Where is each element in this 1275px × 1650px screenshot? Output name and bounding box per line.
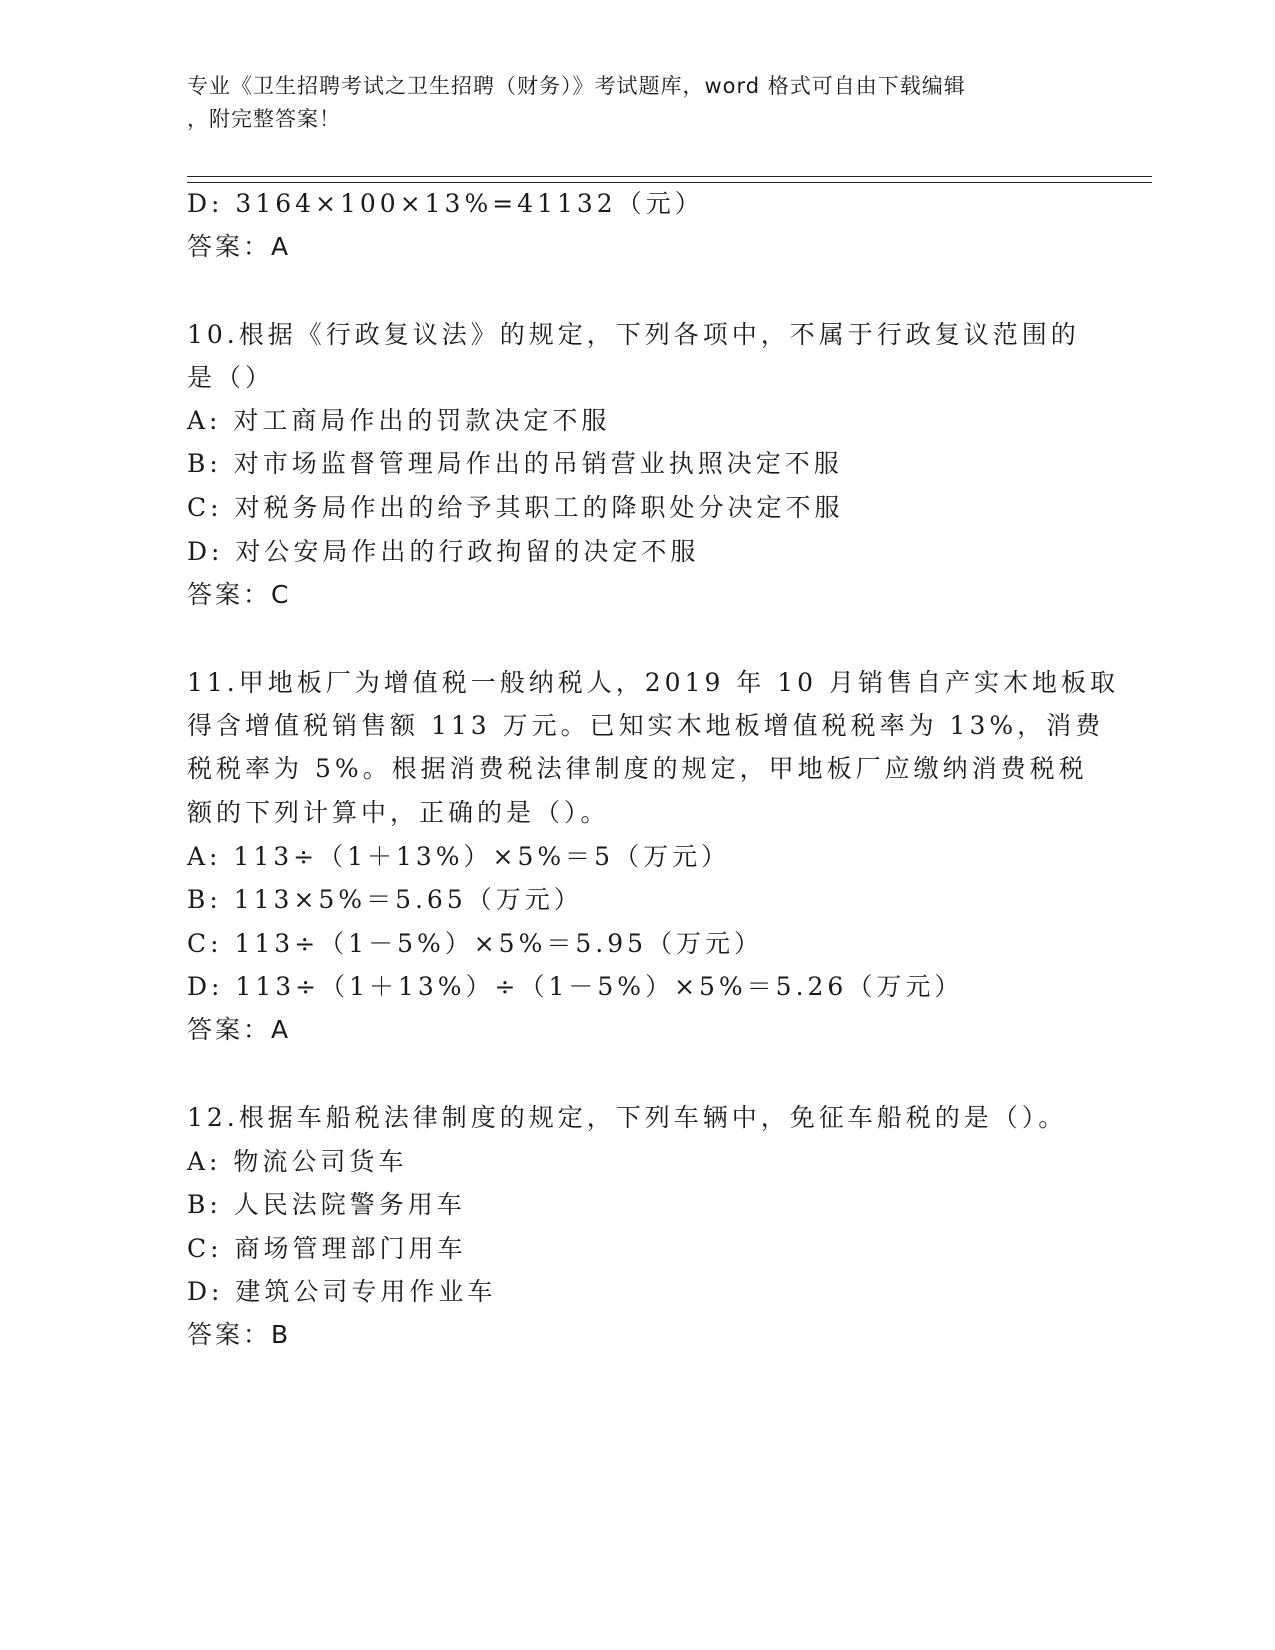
question-10-option-a: A: 对工商局作出的罚款决定不服	[187, 406, 611, 435]
document-header	[187, 70, 1067, 136]
question-10-stem-line-2: 是（）	[187, 363, 275, 392]
question-11-stem-line-2: 得含增值税销售额 113 万元。已知实木地板增值税税率为 13%，消费	[187, 711, 1105, 740]
question-10-answer: 答案：C	[187, 580, 292, 609]
question-12-option-d: D: 建筑公司专用作业车	[187, 1277, 497, 1306]
question-10-option-d: D: 对公安局作出的行政拘留的决定不服	[187, 537, 700, 566]
question-9-answer: 答案：A	[187, 232, 292, 261]
header-line-1: 专业《卫生招聘考试之卫生招聘（财务）》考试题库，word 格式可自由下载编辑	[187, 74, 966, 98]
question-12-answer: 答案：B	[187, 1320, 292, 1349]
question-12-option-c: C: 商场管理部门用车	[187, 1234, 467, 1263]
header-line-2: ，附完整答案！	[187, 107, 341, 131]
question-11-option-b: B: 113×5%＝5.65（万元）	[187, 885, 583, 914]
question-12-stem-line-1: 12.根据车船税法律制度的规定，下列车辆中，免征车船税的是（）。	[187, 1103, 1068, 1132]
question-11-option-a: A: 113÷（1＋13%）×5%＝5（万元）	[187, 842, 731, 871]
question-11-stem-line-3: 税税率为 5%。根据消费税法律制度的规定，甲地板厂应缴纳消费税税	[187, 754, 1088, 783]
question-12-option-a: A: 物流公司货车	[187, 1147, 408, 1176]
question-11-option-d: D: 113÷（1＋13%）÷（1－5%）×5%＝5.26（万元）	[187, 972, 964, 1001]
question-11-option-c: C: 113÷（1－5%）×5%＝5.95（万元）	[187, 929, 764, 958]
question-11-answer: 答案：A	[187, 1015, 292, 1044]
header-divider-top	[187, 176, 1152, 177]
question-11-stem-line-1: 11.甲地板厂为增值税一般纳税人，2019 年 10 月销售自产实木地板取	[187, 668, 1120, 697]
question-10-option-b: B: 对市场监督管理局作出的吊销营业执照决定不服	[187, 449, 843, 478]
question-12-option-b: B: 人民法院警务用车	[187, 1190, 466, 1219]
question-10-stem-line-1: 10.根据《行政复议法》的规定，下列各项中，不属于行政复议范围的	[187, 320, 1080, 349]
question-10-option-c: C: 对税务局作出的给予其职工的降职处分决定不服	[187, 493, 844, 522]
header-divider-bottom	[187, 182, 1152, 183]
question-11-stem-line-4: 额的下列计算中，正确的是（）。	[187, 798, 610, 827]
question-9-option-d: D: 3164×100×13%=41132（元）	[187, 189, 704, 218]
